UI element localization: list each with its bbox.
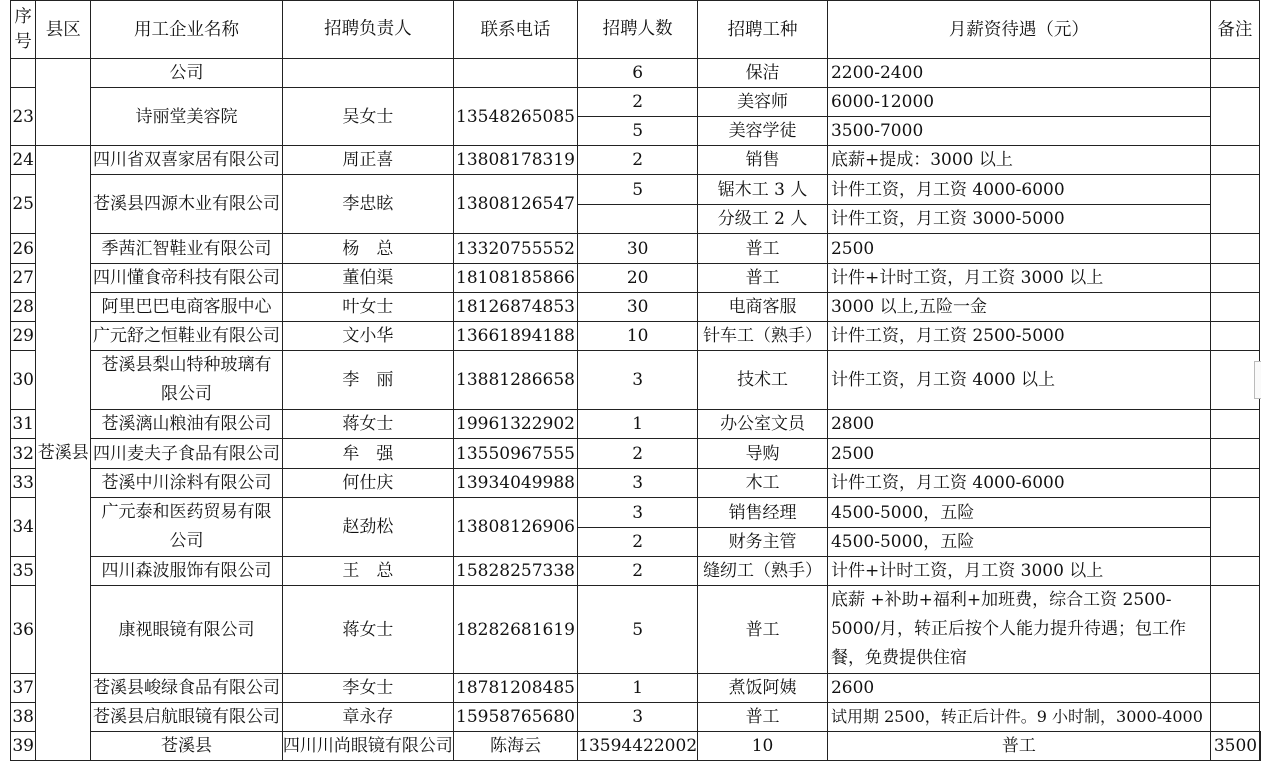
cell-contact: 李 丽 xyxy=(282,351,453,410)
cell-job: 普工 xyxy=(698,703,828,732)
cell-salary: 6000-12000 xyxy=(827,88,1210,117)
cell-salary: 3500 xyxy=(1210,732,1259,761)
cell-job: 销售经理 xyxy=(698,498,828,528)
cell-salary: 2500 xyxy=(827,234,1210,264)
cell-company: 四川森波服饰有限公司 xyxy=(91,557,283,586)
cell-count: 10 xyxy=(698,732,828,761)
cell-seq: 30 xyxy=(11,351,36,410)
cell-seq: 27 xyxy=(11,264,36,293)
table-row xyxy=(11,703,1261,732)
cell-seq: 28 xyxy=(11,293,36,322)
cell-seq xyxy=(11,59,36,88)
cell-phone: 13808126906 xyxy=(453,498,577,557)
cell-contact: 李女士 xyxy=(282,674,453,703)
cell-phone: 13881286658 xyxy=(453,351,577,410)
cell-phone: 13548265085 xyxy=(453,88,577,146)
cell-seq: 33 xyxy=(11,469,36,498)
cell-salary: 2500 xyxy=(827,439,1210,469)
cell-phone: 18282681619 xyxy=(453,586,577,674)
cell-count: 5 xyxy=(578,586,698,674)
cell-count: 1 xyxy=(578,674,698,703)
cell-remark xyxy=(1210,498,1259,557)
cell-contact: 牟 强 xyxy=(282,439,453,469)
cell-remark xyxy=(1210,234,1259,264)
cell-salary: 计件+计时工资，月工资 3000 以上 xyxy=(827,264,1210,293)
cell-job: 普工 xyxy=(698,586,828,674)
cell-count: 10 xyxy=(578,322,698,351)
cell-seq: 35 xyxy=(11,557,36,586)
cell-company: 康视眼镜有限公司 xyxy=(91,586,283,674)
cell-phone: 15958765680 xyxy=(453,703,577,732)
cell-salary: 计件+计时工资，月工资 3000 以上 xyxy=(827,557,1210,586)
cell-remark xyxy=(1210,410,1259,439)
cell-remark xyxy=(1210,586,1259,674)
cell-remark xyxy=(1210,703,1259,732)
cell-remark xyxy=(1260,732,1261,761)
cell-count: 30 xyxy=(578,293,698,322)
cell-seq: 23 xyxy=(11,88,36,146)
cell-county: 苍溪县 xyxy=(36,146,91,761)
table-row xyxy=(11,557,1261,586)
cell-company: 四川麦夫子食品有限公司 xyxy=(91,439,283,469)
cell-count xyxy=(578,205,698,234)
cell-count: 2 xyxy=(578,146,698,175)
cell-salary: 计件工资，月工资 3000-5000 xyxy=(827,205,1210,234)
cell-salary: 计件工资，月工资 4000-6000 xyxy=(827,175,1210,205)
header-remark: 备注 xyxy=(1210,1,1259,59)
cell-company: 四川川尚眼镜有限公司 xyxy=(282,732,453,761)
cell-count: 3 xyxy=(578,469,698,498)
table-row xyxy=(11,146,1261,175)
cell-county: 苍溪县 xyxy=(91,732,283,761)
cell-job: 保洁 xyxy=(698,59,828,88)
header-phone: 联系电话 xyxy=(453,1,577,59)
cell-contact: 董伯渠 xyxy=(282,264,453,293)
cell-phone: 15828257338 xyxy=(453,557,577,586)
cell-seq: 29 xyxy=(11,322,36,351)
table-row xyxy=(11,234,1261,264)
cell-phone: 13550967555 xyxy=(453,439,577,469)
cell-company: 苍溪县启航眼镜有限公司 xyxy=(91,703,283,732)
cell-phone xyxy=(453,59,577,88)
scroll-edge-handle[interactable] xyxy=(1254,361,1261,399)
cell-salary: 计件工资，月工资 2500-5000 xyxy=(827,322,1210,351)
cell-job: 财务主管 xyxy=(698,528,828,557)
header-salary: 月薪资待遇（元） xyxy=(827,1,1210,59)
cell-job: 木工 xyxy=(698,469,828,498)
cell-seq: 32 xyxy=(11,439,36,469)
header-seq: 序号 xyxy=(11,1,36,59)
cell-company: 苍溪县四源木业有限公司 xyxy=(91,175,283,234)
cell-count: 30 xyxy=(578,234,698,264)
recruitment-table xyxy=(10,0,1261,761)
cell-seq: 25 xyxy=(11,175,36,234)
cell-seq: 38 xyxy=(11,703,36,732)
table-row xyxy=(11,439,1261,469)
cell-count: 2 xyxy=(578,88,698,117)
table-row xyxy=(11,264,1261,293)
cell-contact xyxy=(282,59,453,88)
cell-contact: 王 总 xyxy=(282,557,453,586)
cell-job: 美容学徒 xyxy=(698,117,828,146)
table-row xyxy=(11,322,1261,351)
cell-phone: 13808126547 xyxy=(453,175,577,234)
cell-salary: 计件工资，月工资 4000 以上 xyxy=(827,351,1210,410)
cell-count: 5 xyxy=(578,117,698,146)
cell-seq: 31 xyxy=(11,410,36,439)
cell-job: 办公室文员 xyxy=(698,410,828,439)
cell-salary: 底薪 +补助+福利+加班费，综合工资 2500-5000/月，转正后按个人能力提升待遇；包工作餐，免费提供住宿 xyxy=(827,586,1210,674)
header-company: 用工企业名称 xyxy=(91,1,283,59)
cell-phone: 13594422002 xyxy=(578,732,698,761)
table-row xyxy=(11,586,1261,674)
cell-contact: 蒋女士 xyxy=(282,586,453,674)
cell-company: 苍溪县峻绿食品有限公司 xyxy=(91,674,283,703)
cell-remark xyxy=(1210,264,1259,293)
cell-contact: 陈海云 xyxy=(453,732,577,761)
cell-job: 普工 xyxy=(698,264,828,293)
table-row xyxy=(11,732,1261,761)
cell-contact: 李忠眩 xyxy=(282,175,453,234)
cell-remark xyxy=(1210,322,1259,351)
cell-company: 广元泰和医药贸易有限公司 xyxy=(91,498,283,557)
cell-count: 20 xyxy=(578,264,698,293)
cell-count: 2 xyxy=(578,528,698,557)
cell-remark xyxy=(1210,59,1259,88)
cell-county-blank xyxy=(36,59,91,146)
header-count: 招聘人数 xyxy=(578,1,698,59)
cell-remark xyxy=(1210,557,1259,586)
cell-seq: 37 xyxy=(11,674,36,703)
cell-company: 四川懂食帝科技有限公司 xyxy=(91,264,283,293)
cell-salary: 3500-7000 xyxy=(827,117,1210,146)
cell-company: 苍溪漓山粮油有限公司 xyxy=(91,410,283,439)
cell-salary: 2800 xyxy=(827,410,1210,439)
cell-job: 针车工（熟手） xyxy=(698,322,828,351)
header-job: 招聘工种 xyxy=(698,1,828,59)
cell-job: 技术工 xyxy=(698,351,828,410)
cell-company: 阿里巴巴电商客服中心 xyxy=(91,293,283,322)
cell-phone: 18126874853 xyxy=(453,293,577,322)
cell-company: 苍溪中川涂料有限公司 xyxy=(91,469,283,498)
cell-contact: 叶女士 xyxy=(282,293,453,322)
cell-phone: 19961322902 xyxy=(453,410,577,439)
cell-salary: 3000 以上,五险一金 xyxy=(827,293,1210,322)
table-row xyxy=(11,351,1261,410)
cell-remark xyxy=(1210,439,1259,469)
cell-company: 四川省双喜家居有限公司 xyxy=(91,146,283,175)
cell-contact: 何仕庆 xyxy=(282,469,453,498)
cell-job: 电商客服 xyxy=(698,293,828,322)
cell-phone: 13934049988 xyxy=(453,469,577,498)
cell-job: 导购 xyxy=(698,439,828,469)
cell-salary: 2200-2400 xyxy=(827,59,1210,88)
cell-job: 缝纫工（熟手） xyxy=(698,557,828,586)
cell-contact: 赵劲松 xyxy=(282,498,453,557)
cell-count: 2 xyxy=(578,439,698,469)
cell-company: 广元舒之恒鞋业有限公司 xyxy=(91,322,283,351)
cell-salary: 试用期 2500，转正后计件。9 小时制，3000-4000 xyxy=(827,703,1210,732)
cell-job: 锯木工 3 人 xyxy=(698,175,828,205)
cell-salary: 4500-5000，五险 xyxy=(827,528,1210,557)
cell-phone: 18108185866 xyxy=(453,264,577,293)
cell-job: 销售 xyxy=(698,146,828,175)
header-row xyxy=(11,1,1261,59)
cell-salary: 4500-5000，五险 xyxy=(827,498,1210,528)
cell-seq: 24 xyxy=(11,146,36,175)
cell-contact: 蒋女士 xyxy=(282,410,453,439)
cell-contact: 文小华 xyxy=(282,322,453,351)
cell-seq: 26 xyxy=(11,234,36,264)
cell-salary: 底薪+提成：3000 以上 xyxy=(827,146,1210,175)
cell-salary: 计件工资，月工资 4000-6000 xyxy=(827,469,1210,498)
cell-phone: 13320755552 xyxy=(453,234,577,264)
cell-seq: 34 xyxy=(11,498,36,557)
cell-remark xyxy=(1210,674,1259,703)
cell-count: 1 xyxy=(578,410,698,439)
cell-seq: 39 xyxy=(11,732,36,761)
cell-salary: 2600 xyxy=(827,674,1210,703)
table-row xyxy=(11,59,1261,88)
cell-job: 分级工 2 人 xyxy=(698,205,828,234)
cell-seq: 36 xyxy=(11,586,36,674)
cell-remark xyxy=(1210,175,1259,234)
cell-count: 3 xyxy=(578,498,698,528)
table-row xyxy=(11,410,1261,439)
table-row xyxy=(11,175,1261,205)
table-row xyxy=(11,674,1261,703)
table-row xyxy=(11,498,1261,528)
cell-company: 苍溪县梨山特种玻璃有限公司 xyxy=(91,351,283,410)
cell-contact: 吴女士 xyxy=(282,88,453,146)
cell-count: 6 xyxy=(578,59,698,88)
cell-count: 2 xyxy=(578,557,698,586)
cell-job: 普工 xyxy=(827,732,1210,761)
table-row xyxy=(11,469,1261,498)
cell-job: 普工 xyxy=(698,234,828,264)
cell-job: 煮饭阿姨 xyxy=(698,674,828,703)
cell-remark xyxy=(1210,88,1259,146)
cell-remark xyxy=(1210,351,1259,410)
cell-phone: 13661894188 xyxy=(453,322,577,351)
cell-company: 公司 xyxy=(91,59,283,88)
cell-phone: 18781208485 xyxy=(453,674,577,703)
cell-remark xyxy=(1210,469,1259,498)
cell-remark xyxy=(1210,293,1259,322)
cell-phone: 13808178319 xyxy=(453,146,577,175)
header-county: 县区 xyxy=(36,1,91,59)
header-contact: 招聘负责人 xyxy=(282,1,453,59)
cell-count: 3 xyxy=(578,351,698,410)
cell-count: 3 xyxy=(578,703,698,732)
cell-company: 季茜汇智鞋业有限公司 xyxy=(91,234,283,264)
cell-remark xyxy=(1210,146,1259,175)
cell-contact: 周正喜 xyxy=(282,146,453,175)
table-row xyxy=(11,293,1261,322)
table-row xyxy=(11,88,1261,117)
cell-job: 美容师 xyxy=(698,88,828,117)
cell-contact: 杨 总 xyxy=(282,234,453,264)
cell-count: 5 xyxy=(578,175,698,205)
cell-company: 诗丽堂美容院 xyxy=(91,88,283,146)
cell-contact: 章永存 xyxy=(282,703,453,732)
